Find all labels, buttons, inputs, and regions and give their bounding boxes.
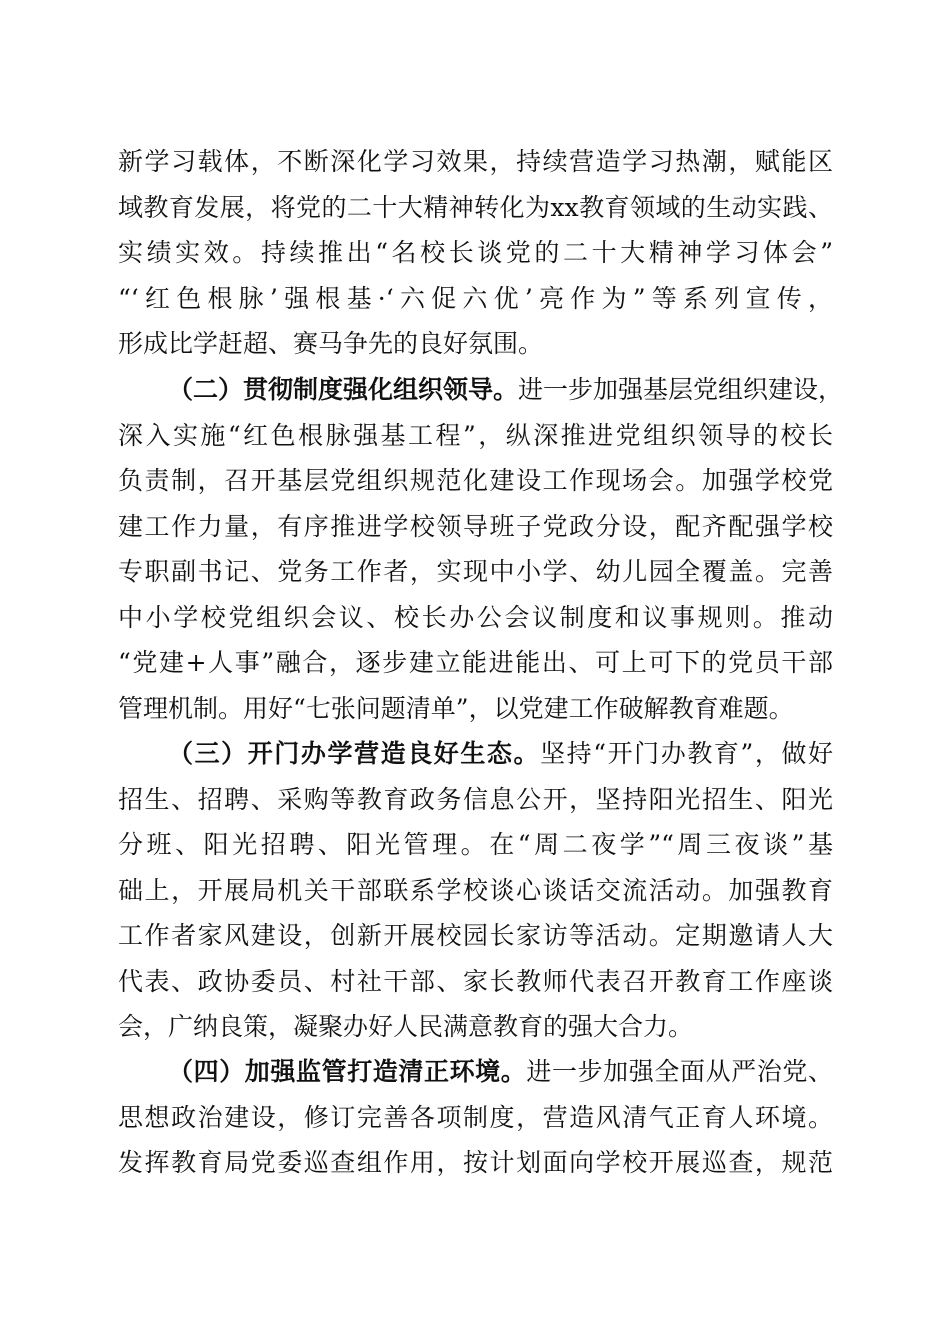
text-line: 建工作力量，有序推进学校领导班子党政分设，配齐配强学校 [118,511,833,541]
text-line: 思想政治建设，修订完善各项制度，营造风清气正育人环境。 [118,1102,833,1132]
text-line: 实绩实效。持续推出“名校长谈党的二十大精神学习体会” [118,238,833,267]
section-heading: （三）开门办学营造良好生态。 [168,739,541,768]
heading-rest: 坚持“开门办教育”，做好 [540,739,833,768]
text-line: 域教育发展，将党的二十大精神转化为xx教育领域的生动实践、 [118,192,833,222]
paragraph-section-2 [118,367,844,731]
text-line: 负责制，召开基层党组织规范化建设工作现场会。加强学校党 [118,466,833,495]
section-heading: （四）加强监管打造清正环境。 [168,1057,527,1086]
text-line: “‘红色根脉’强根基·‘六促六优’亮作为”等系列宣传， [118,283,833,313]
text-line: “党建+人事”融合，逐步建立能进能出、可上可下的党员干部 [118,648,833,677]
text-line: 招生、招聘、采购等教育政务信息公开，坚持阳光招生、阳光 [118,784,833,814]
text-line: 新学习载体，不断深化学习效果，持续营造学习热潮，赋能区 [118,147,833,176]
text-line: 代表、政协委员、村社干部、家长教师代表召开教育工作座谈 [118,966,833,996]
text-line: 深入实施“红色根脉强基工程”，纵深推进党组织领导的校长 [118,420,833,450]
text-line: 中小学校党组织会议、校长办公会议制度和议事规则。推动 [118,602,833,632]
text-line [118,367,844,413]
text-line: 工作者家风建设，创新开展校园长家访等活动。定期邀请人大 [118,921,833,950]
section-heading: （二）贯彻制度强化组织领导。 [168,375,519,404]
text-line: 形成比学赶超、赛马争先的良好氛围。 [118,329,544,358]
text-line: 会，广纳良策，凝聚办好人民满意教育的强大合力。 [118,1012,694,1041]
heading-rest: 进一步加强基层党组织建设， [518,375,844,404]
paragraph-continuation [118,139,833,367]
text-line [118,1049,833,1095]
text-line: 发挥教育局党委巡查组作用，按计划面向学校开展巡查，规范 [118,1148,833,1177]
text-line: 础上，开展局机关干部联系学校谈心谈话交流活动。加强教育 [118,875,833,905]
text-line: 管理机制。用好“七张问题清单”，以党建工作破解教育难题。 [118,693,794,723]
paragraph-section-4 [118,1049,833,1186]
heading-rest: 进一步加强全面从严治党、 [526,1057,833,1086]
text-line: 专职副书记、党务工作者，实现中小学、幼儿园全覆盖。完善 [118,557,833,586]
paragraph-section-3 [118,731,833,1050]
text-line [118,731,833,777]
text-line: 分班、阳光招聘、阳光管理。在“周二夜学”“周三夜谈”基 [118,830,833,859]
